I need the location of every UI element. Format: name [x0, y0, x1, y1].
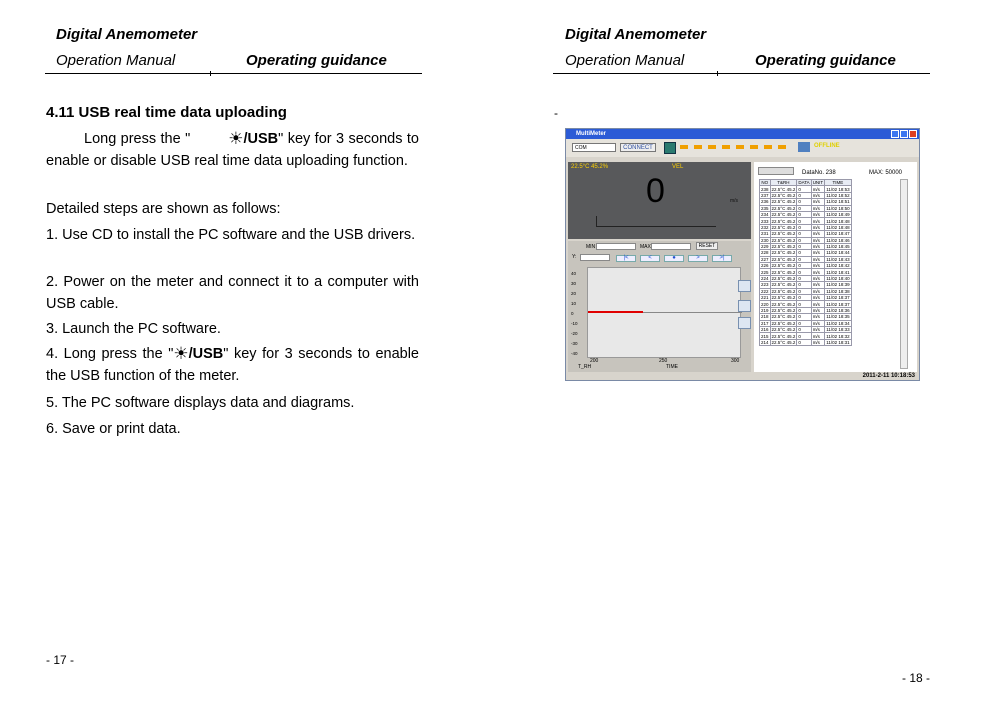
- table-cell: m/s: [811, 288, 825, 294]
- step-4-before: 4. Long press the ": [46, 346, 174, 362]
- table-cell: 0: [797, 218, 811, 224]
- table-cell: 11/02 18:31: [826, 339, 850, 345]
- table-cell: 228: [761, 250, 769, 256]
- table-cell: 220: [761, 301, 769, 307]
- table-cell: 226: [761, 263, 769, 269]
- column-header: TIME: [825, 180, 851, 186]
- table-cell: 216: [761, 327, 769, 333]
- table-cell: 11/02 18:50: [826, 205, 850, 211]
- arrow-icon: [680, 145, 688, 149]
- table-cell: 22.5°C 45.2: [771, 212, 796, 218]
- table-cell: m/s: [811, 314, 825, 320]
- table-cell: 218: [761, 314, 769, 320]
- table-cell: m/s: [811, 301, 825, 307]
- table-cell: 11/02 18:42: [826, 263, 850, 269]
- table-cell: 231: [761, 231, 769, 237]
- data-number: DataNo. 238: [802, 170, 836, 176]
- table-cell: 219: [761, 308, 769, 313]
- step-6: 6. Save or print data.: [46, 421, 181, 437]
- table-cell: 22.5°C 45.2: [771, 314, 796, 320]
- play-button[interactable]: ●: [664, 255, 684, 262]
- connection-status: OFFLINE: [814, 143, 840, 149]
- right-header-tick: [717, 71, 718, 76]
- bar-scale: [596, 226, 716, 227]
- port-select[interactable]: COM: [572, 143, 616, 152]
- table-cell: 227: [761, 256, 769, 262]
- intro-after: " key for 3 seconds to enable or disable USB real time data uploading function.: [46, 131, 419, 169]
- table-cell: 0: [797, 263, 811, 269]
- y-tick: 10: [571, 301, 577, 306]
- table-cell: 232: [761, 224, 769, 230]
- table-cell: 11/02 18:52: [826, 192, 850, 198]
- table-cell: 11/02 18:44: [826, 250, 850, 256]
- table-cell: 236: [761, 199, 769, 205]
- table-cell: m/s: [811, 282, 825, 288]
- scroll-up-button[interactable]: [738, 300, 751, 312]
- computer-icon: [798, 142, 810, 152]
- section-heading: 4.11 USB real time data uploading: [46, 104, 287, 121]
- max-label: MAX: [640, 244, 651, 250]
- right-header-rule: [553, 73, 930, 74]
- toolbar: [566, 139, 919, 157]
- table-cell: 11/02 18:47: [826, 231, 850, 237]
- table-cell: 223: [761, 282, 769, 288]
- table-cell: 22.5°C 45.2: [771, 269, 796, 275]
- max-records: MAX: 50000: [869, 170, 903, 176]
- table-cell: 0: [797, 333, 811, 339]
- min-label: MIN: [586, 244, 596, 250]
- x-axis-label: TIME: [666, 364, 678, 370]
- step-5: 5. The PC software displays data and diagrams.: [46, 395, 355, 411]
- reset-button[interactable]: RESET: [696, 242, 718, 250]
- table-cell: 11/02 18:41: [826, 269, 850, 275]
- mode-label: VEL: [672, 164, 684, 170]
- sun-icon: ☀: [228, 129, 244, 148]
- table-cell: 0: [797, 243, 811, 249]
- table-cell: 22.5°C 45.2: [771, 333, 796, 339]
- data-panel: [754, 162, 917, 372]
- table-cell: m/s: [811, 295, 825, 301]
- table-cell: 230: [761, 237, 769, 243]
- x-tick: 300: [731, 358, 740, 364]
- left-header-tick: [210, 71, 211, 76]
- reading-display: [568, 162, 751, 239]
- table-cell: 238: [761, 186, 769, 192]
- arrow-icon: [722, 145, 730, 149]
- table-cell: 215: [761, 333, 769, 339]
- min-input[interactable]: [596, 243, 636, 250]
- table-cell: m/s: [811, 339, 825, 345]
- table-scrollbar[interactable]: [900, 179, 908, 369]
- last-page-button[interactable]: >|: [712, 255, 732, 262]
- data-line: [588, 311, 643, 313]
- table-cell: 22.5°C 45.2: [771, 218, 796, 224]
- connect-button[interactable]: CONNECT: [620, 143, 656, 152]
- table-cell: 229: [761, 244, 769, 250]
- table-cell: 214: [761, 339, 769, 345]
- table-cell: 11/02 18:32: [826, 333, 850, 339]
- data-table: [759, 179, 899, 369]
- table-cell: 22.5°C 45.2: [771, 308, 796, 313]
- table-cell: 11/02 18:43: [826, 256, 850, 262]
- scale-pointer: [596, 216, 597, 226]
- table-cell: 11/02 18:36: [826, 308, 850, 313]
- table-cell: 22.5°C 45.2: [771, 263, 796, 269]
- table-cell: 11/02 18:51: [826, 199, 850, 205]
- table-cell: 0: [797, 320, 811, 326]
- file-tools-icon[interactable]: [758, 167, 794, 175]
- table-cell: 22.5°C 45.2: [771, 244, 796, 250]
- y-axis-label: Y:: [572, 254, 577, 260]
- column-header: DATA: [798, 180, 810, 186]
- table-cell: m/s: [811, 307, 825, 313]
- table-cell: 22.5°C 45.2: [771, 237, 796, 243]
- table-cell: 0: [797, 326, 811, 332]
- arrow-icon: [708, 145, 716, 149]
- y-tick: 0: [571, 311, 574, 316]
- y-scale-select[interactable]: [580, 254, 610, 261]
- table-cell: m/s: [811, 275, 825, 281]
- step-3: 3. Launch the PC software.: [46, 321, 221, 337]
- window-titlebar: [566, 129, 919, 139]
- table-cell: m/s: [811, 320, 825, 326]
- table-cell: 11/02 18:49: [826, 212, 850, 218]
- window-title: MultiMeter: [576, 131, 606, 137]
- table-cell: 22.5°C 45.2: [771, 199, 796, 205]
- table-cell: m/s: [811, 237, 825, 243]
- left-page-number: - 17 -: [46, 653, 75, 667]
- table-cell: 11/02 18:34: [826, 320, 850, 326]
- table-cell: 11/02 18:38: [826, 288, 850, 294]
- table-body: [760, 186, 852, 346]
- dash-mark: -: [554, 106, 558, 120]
- table-cell: 0: [797, 250, 811, 256]
- table-cell: m/s: [811, 263, 825, 269]
- table-cell: 22.5°C 45.2: [771, 339, 796, 345]
- next-page-button[interactable]: >: [688, 255, 708, 262]
- table-cell: 0: [797, 192, 811, 198]
- table-cell: 0: [797, 256, 811, 262]
- table-cell: 11/02 18:53: [826, 186, 850, 192]
- column-header: T&RH: [770, 180, 797, 186]
- table-cell: 224: [761, 276, 769, 282]
- table-cell: 11/02 18:35: [826, 314, 850, 320]
- usb-key-label: /USB: [188, 346, 224, 362]
- step-1: 1. Use CD to install the PC software and the USB drivers.: [46, 227, 416, 243]
- left-header-rule: [45, 73, 422, 74]
- table-cell: 11/02 18:33: [826, 327, 850, 333]
- table-cell: m/s: [811, 199, 825, 205]
- table-cell: 0: [797, 307, 811, 313]
- table-cell: m/s: [811, 243, 825, 249]
- table-cell: 22.5°C 45.2: [771, 295, 796, 301]
- table-cell: 22.5°C 45.2: [771, 250, 796, 256]
- table-cell: m/s: [811, 211, 825, 217]
- table-cell: 11/02 18:48: [826, 224, 850, 230]
- x-label-left: T_RH: [578, 364, 592, 370]
- table-cell: 0: [797, 231, 811, 237]
- detail-intro: Detailed steps are shown as follows:: [46, 201, 281, 217]
- right-header-title: Digital Anemometer: [565, 26, 707, 43]
- table-cell: 11/02 18:45: [826, 244, 850, 250]
- table-cell: m/s: [811, 192, 825, 198]
- table-cell: 22.5°C 45.2: [771, 256, 796, 262]
- main-reading: 0: [646, 172, 665, 210]
- arrow-icon: [736, 145, 744, 149]
- intro-paragraph: [46, 128, 419, 172]
- table-cell: 0: [797, 282, 811, 288]
- table-cell: 22.5°C 45.2: [771, 231, 796, 237]
- y-tick: 40: [571, 271, 577, 276]
- table-cell: 217: [761, 320, 769, 326]
- table-cell: 11/02 18:39: [826, 282, 850, 288]
- minimize-icon[interactable]: [891, 130, 899, 138]
- table-cell: 0: [797, 199, 811, 205]
- status-datetime: 2011-2-11 10:18:53: [862, 373, 915, 379]
- x-tick: 200: [590, 358, 599, 364]
- table-cell: m/s: [811, 326, 825, 332]
- y-tick: -20: [571, 331, 578, 336]
- arrow-icon: [694, 145, 702, 149]
- arrow-icon: [778, 145, 786, 149]
- table-cell: 22.5°C 45.2: [771, 327, 796, 333]
- table-cell: m/s: [811, 333, 825, 339]
- scroll-down-button[interactable]: [738, 317, 751, 329]
- y-tick: 20: [571, 291, 577, 296]
- table-cell: 234: [761, 212, 769, 218]
- step-2: 2. Power on the meter and connect it to a computer with USB cable.: [46, 274, 419, 312]
- table-cell: 11/02 18:40: [826, 276, 850, 282]
- table-cell: 225: [761, 269, 769, 275]
- table-cell: 22.5°C 45.2: [771, 288, 796, 294]
- table-cell: 233: [761, 218, 769, 224]
- table-cell: 0: [797, 205, 811, 211]
- table-cell: 22.5°C 45.2: [771, 186, 796, 192]
- table-cell: m/s: [811, 205, 825, 211]
- step-4-after: " key for 3 seconds to enable the USB function of the meter.: [46, 346, 419, 384]
- table-cell: 0: [797, 275, 811, 281]
- left-header-section: Operating guidance: [246, 52, 387, 69]
- reading-unit: m/s: [730, 198, 739, 204]
- plot-area: [587, 267, 741, 358]
- y-tick: 30: [571, 281, 577, 286]
- y-tick: -40: [571, 351, 578, 356]
- table-cell: m/s: [811, 186, 825, 192]
- table-row[interactable]: [760, 339, 852, 345]
- step-4: [46, 343, 419, 387]
- temp-humidity-reading: 22.5°C 45.2%: [571, 164, 609, 170]
- table-cell: 0: [797, 288, 811, 294]
- maximize-icon[interactable]: [900, 130, 908, 138]
- table-cell: 22.5°C 45.2: [771, 205, 796, 211]
- chart-panel: [568, 241, 751, 372]
- table-cell: 0: [797, 211, 811, 217]
- x-tick: 250: [659, 358, 668, 364]
- right-page-number: - 18 -: [902, 671, 931, 685]
- table-cell: 221: [761, 295, 769, 301]
- table-cell: 235: [761, 205, 769, 211]
- meter-icon: [664, 142, 676, 154]
- column-header: NO: [761, 180, 769, 186]
- table-cell: 0: [797, 224, 811, 230]
- table-cell: 22.5°C 45.2: [771, 276, 796, 282]
- table-cell: 0: [797, 314, 811, 320]
- y-tick: -10: [571, 321, 578, 326]
- table-cell: m/s: [811, 231, 825, 237]
- close-icon[interactable]: [909, 130, 917, 138]
- software-screenshot: [565, 128, 920, 381]
- zoom-button[interactable]: [738, 280, 751, 292]
- table-cell: 0: [797, 237, 811, 243]
- table-cell: m/s: [811, 250, 825, 256]
- table-cell: 22.5°C 45.2: [771, 224, 796, 230]
- table-cell: 22.5°C 45.2: [771, 301, 796, 307]
- table-cell: 0: [797, 269, 811, 275]
- arrow-icon: [750, 145, 758, 149]
- table-cell: 22.5°C 45.2: [771, 282, 796, 288]
- y-tick: -30: [571, 341, 578, 346]
- arrow-icon: [764, 145, 772, 149]
- left-header-subtitle: Operation Manual: [56, 52, 176, 69]
- max-input[interactable]: [651, 243, 691, 250]
- first-page-button[interactable]: |<: [616, 255, 636, 262]
- table-cell: 222: [761, 288, 769, 294]
- table-cell: 11/02 18:37: [826, 295, 850, 301]
- table-cell: 0: [797, 295, 811, 301]
- table-cell: 0: [797, 339, 811, 345]
- sun-icon: ☀: [173, 344, 189, 363]
- usb-key-label: /USB: [243, 131, 279, 147]
- table-cell: 11/02 18:48: [826, 218, 850, 224]
- table-cell: m/s: [811, 256, 825, 262]
- table-cell: 22.5°C 45.2: [771, 192, 796, 198]
- intro-before: Long press the ": [84, 131, 191, 147]
- prev-page-button[interactable]: <: [640, 255, 660, 262]
- table-cell: 11/02 18:37: [826, 301, 850, 307]
- right-header-subtitle: Operation Manual: [565, 52, 685, 69]
- table-cell: m/s: [811, 218, 825, 224]
- table-cell: 11/02 18:46: [826, 237, 850, 243]
- table-cell: m/s: [811, 224, 825, 230]
- table-cell: m/s: [811, 269, 825, 275]
- column-header: UNIT: [812, 180, 824, 186]
- table-cell: 0: [797, 301, 811, 307]
- table-cell: 22.5°C 45.2: [771, 320, 796, 326]
- table-cell: 0: [797, 186, 811, 192]
- right-header-section: Operating guidance: [755, 52, 896, 69]
- table-cell: 237: [761, 192, 769, 198]
- left-header-title: Digital Anemometer: [56, 26, 198, 43]
